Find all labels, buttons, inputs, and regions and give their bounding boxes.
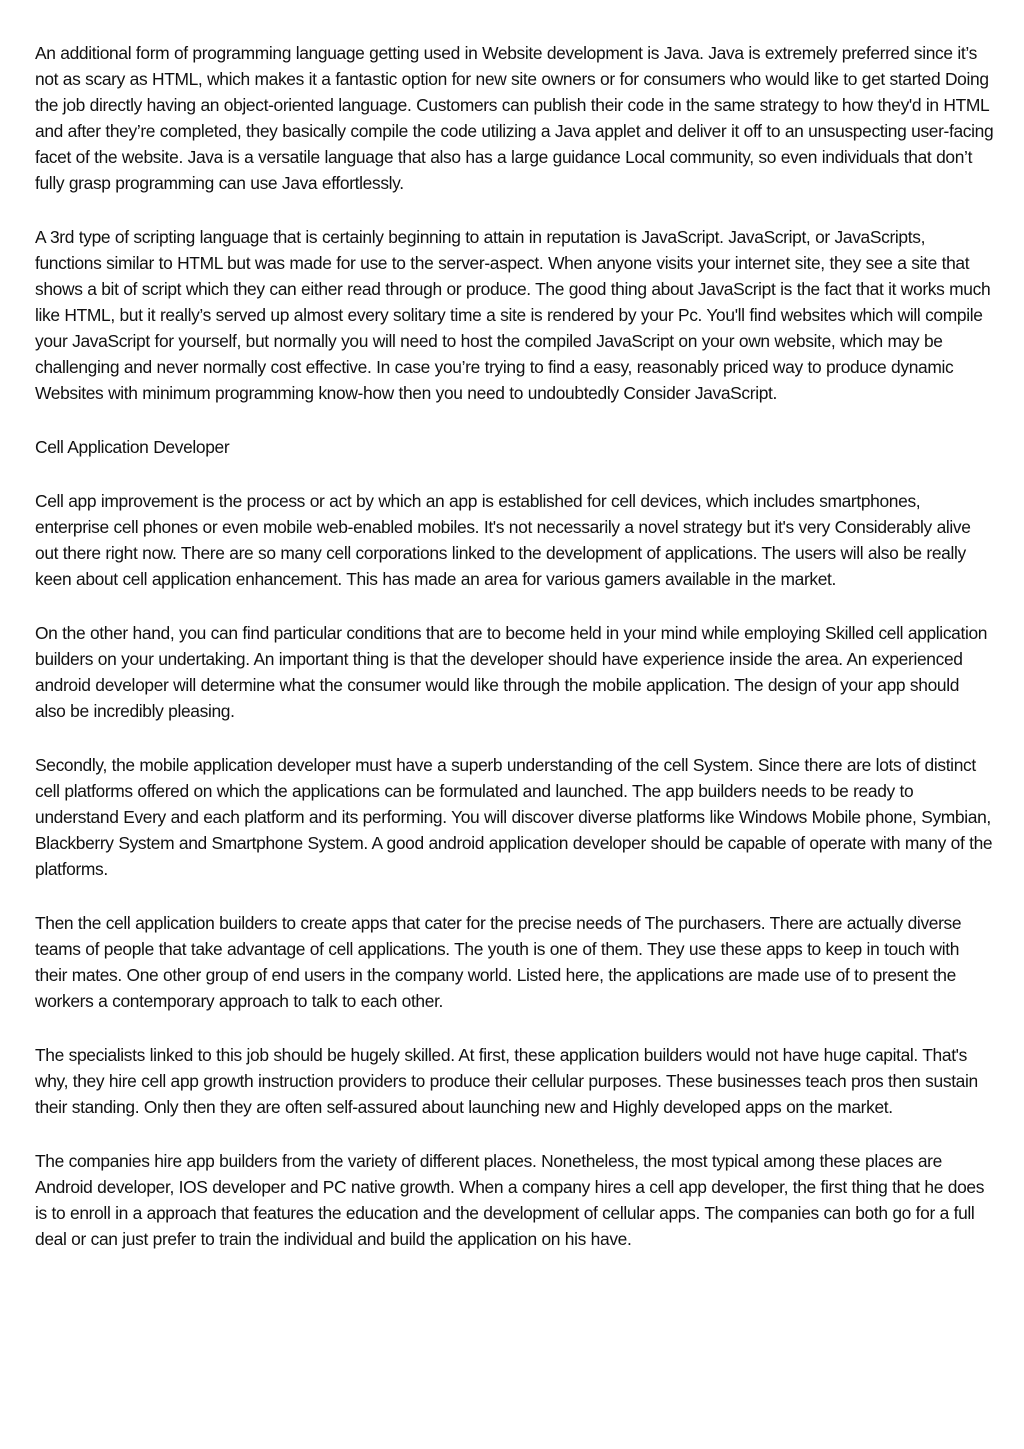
paragraph-platforms: Secondly, the mobile application developer must have a superb understanding of the cell System. Since there are lots of distinct cell platforms offered on which the applications can be formulated and launched. The app builders needs to be ready to understand Every and each platform and its performing. You will discover diverse platforms like Windows Mobile phone, Symbian, Blackberry System and Smartphone System. A good android application developer should be capable of operate with many of the platforms. [35,755,993,879]
section-heading: Cell Application Developer [35,437,230,457]
paragraph-specialists: The specialists linked to this job should be hugely skilled. At first, these application builders would not have huge capital. That's why, they hire cell app growth instruction providers to produce their cellular purposes. These businesses teach pros then sustain their standing. Only then they are often self-assured about launching new and Highly developed apps on the market. [35,1045,978,1117]
paragraph-cell-app-intro: Cell app improvement is the process or act by which an app is established for cell devices, which includes smartphones, enterprise cell phones or even mobile web-enabled mobiles. It's not necessarily a novel strategy but it's very Considerably alive out there right now. There are so many cell corporations linked to the development of applications. The users will also be really keen about cell application enhancement. This has made an area for various gamers available in the market. [35,491,971,589]
paragraph-javascript: A 3rd type of scripting language that is certainly beginning to attain in reputation is JavaScript. JavaScript, or JavaScripts, functions similar to HTML but was made for use to the server-aspect. When anyone visits your internet site, they see a site that shows a bit of script which they can either read through or produce. The good thing about JavaScript is the fact that it works much like HTML, but it really’s served up almost every solitary time a site is rendered by your Pc. You'll find websites which will compile your JavaScript for yourself, but normally you will need to host the compiled JavaScript on your own website, which may be challenging and never normally cost effective. In case you’re trying to find a easy, reasonably priced way to produce dynamic Websites with minimum programming know-how then you need to undoubtedly Consider JavaScript. [35,227,991,403]
paragraph-companies: The companies hire app builders from the variety of different places. Nonetheless, the most typical among these places are Android developer, IOS developer and PC native growth. When a company hires a cell app developer, the first thing that he does is to enroll in a approach that features the education and the development of cellular apps. The companies can both go for a full deal or can just prefer to train the individual and build the application on his have. [35,1151,985,1249]
paragraph-purchasers: Then the cell application builders to create apps that cater for the precise needs of The purchasers. There are actually diverse teams of people that take advantage of cell applications. The youth is one of them. They use these apps to keep in touch with their mates. One other group of end users in the company world. Listed here, the applications are made use of to present the workers a contemporary approach to talk to each other. [35,913,962,1011]
paragraph-hiring-conditions: On the other hand, you can find particular conditions that are to become held in your mind while employing Skilled cell application builders on your undertaking. An important thing is that the developer should have experience inside the area. An experienced android developer will determine what the consumer would like through the mobile application. The design of your app should also be incredibly pleasing. [35,623,988,721]
paragraph-java: An additional form of programming language getting used in Website development is Java. Java is extremely preferred since it’s not as scary as HTML, which makes it a fantastic option for new site owners or for consumers who would like to get started Doing the job directly having an object-oriented language. Customers can publish their code in the same strategy to how they'd in HTML and after they’re completed, they basically compile the code utilizing a Java applet and deliver it off to an unsuspecting user-facing facet of the website. Java is a versatile language that also has a large guidance Local community, so even individuals that don’t fully grasp programming can use Java effortlessly. [35,43,994,193]
